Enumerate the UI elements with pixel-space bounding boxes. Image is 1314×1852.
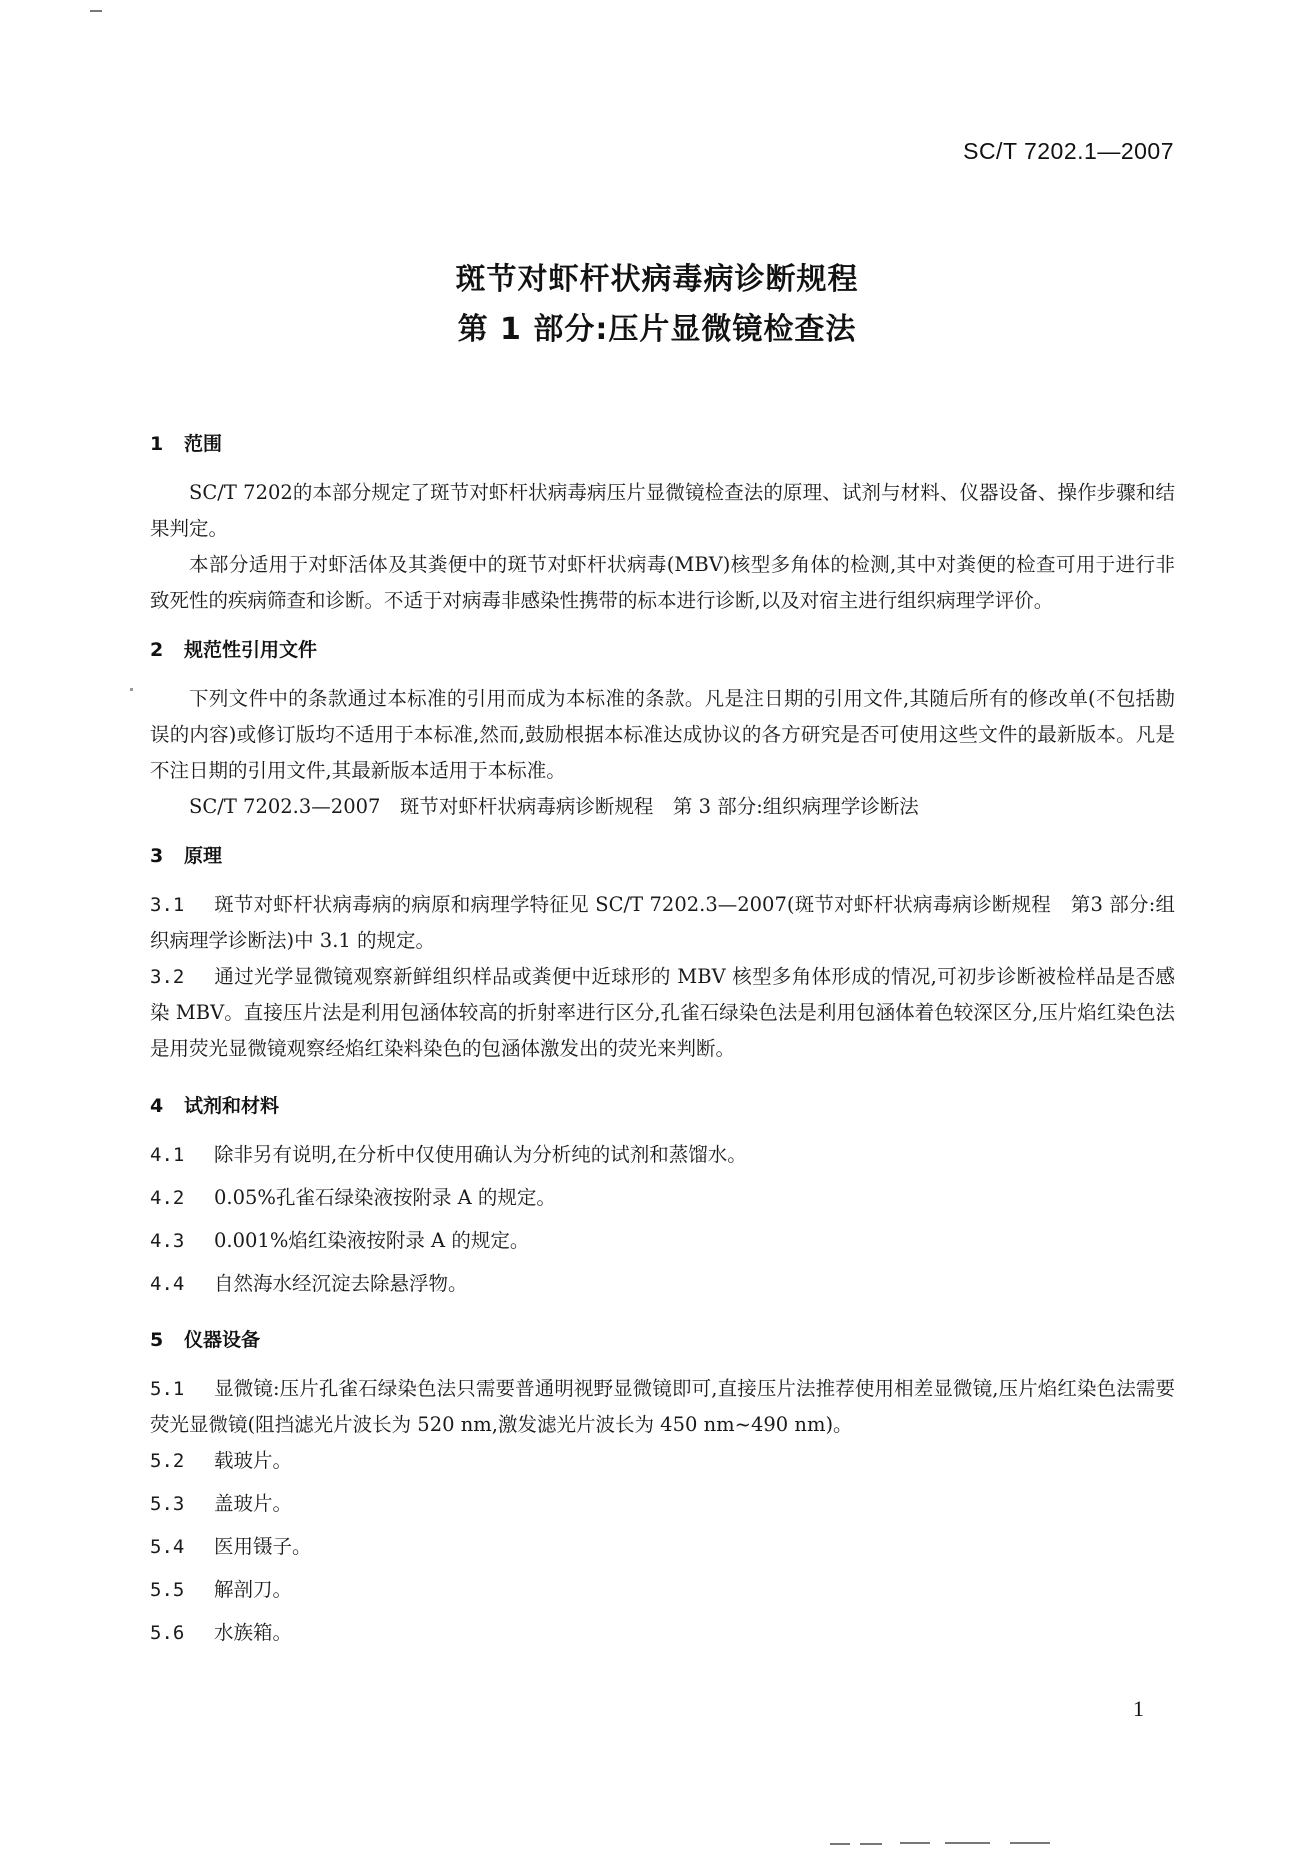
section-number: 5: [150, 1329, 164, 1351]
clause-text: 载玻片。: [214, 1449, 293, 1472]
clause-item: [150, 1180, 1175, 1223]
clause-number: 5.2: [150, 1450, 185, 1472]
clause-number: 4.2: [150, 1187, 185, 1209]
clause-number: 5.3: [150, 1493, 185, 1515]
clause-number: 3.2: [150, 966, 185, 988]
clause-item: [150, 1572, 1175, 1615]
scan-artifact: [900, 1842, 930, 1844]
section-heading: [150, 425, 1175, 463]
section-heading: [150, 1087, 1175, 1125]
clause-number: 5.6: [150, 1622, 185, 1644]
clause-text: 通过光学显微镜观察新鲜组织样品或粪便中近球形的 MBV 核型多角体形成的情况,可初步诊断被检样品是否感染 MBV。直接压片法是利用包涵体较高的折射率进行区分,孔雀石绿染色法是利用包涵体着色较深区分,压片焰红染色法是用荧光显微镜观察经焰红染料染色的包涵体激发出的荧光来判断。: [150, 965, 1175, 1060]
clause-text: 0.05%孔雀石绿染液按附录 A 的规定。: [214, 1186, 556, 1209]
clause-text: 斑节对虾杆状病毒病的病原和病理学特征见 SC/T 7202.3—2007(斑节对虾杆状病毒病诊断规程 第3 部分:组织病理学诊断法)中 3.1 的规定。: [150, 893, 1175, 952]
scan-artifact: [90, 10, 102, 12]
paragraph: 下列文件中的条款通过本标准的引用而成为本标准的条款。凡是注日期的引用文件,其随后所有的修改单(不包括勘误的内容)或修订版均不适用于本标准,然而,鼓励根据本标准达成协议的各方研究是否可使用这些文件的最新版本。凡是不注日期的引用文件,其最新版本适用于本标准。: [150, 687, 1175, 782]
section-title: 规范性引用文件: [184, 639, 318, 661]
clause-item: [150, 1371, 1175, 1443]
section-heading: [150, 837, 1175, 875]
clause-text: 自然海水经沉淀去除悬浮物。: [214, 1272, 468, 1295]
section-title: 范围: [184, 433, 223, 455]
clause-text: 显微镜:压片孔雀石绿染色法只需要普通明视野显微镜即可,直接压片法推荐使用相差显微镜,压片焰红染色法需要荧光显微镜(阻挡滤光片波长为 520 nm,激发滤光片波长为 450 nm~490 nm)。: [150, 1377, 1175, 1436]
section-title: 仪器设备: [184, 1329, 261, 1351]
paragraph: 本部分适用于对虾活体及其粪便中的斑节对虾杆状病毒(MBV)核型多角体的检测,其中对粪便的检查可用于进行非致死性的疾病筛查和诊断。不适于对病毒非感染性携带的标本进行诊断,以及对宿主进行组织病理学评价。: [150, 553, 1175, 612]
clause-number: 4.4: [150, 1273, 185, 1295]
clause-item: [150, 887, 1175, 959]
section-title: 试剂和材料: [184, 1095, 280, 1117]
clause-item: [150, 959, 1175, 1067]
scan-artifact: [860, 1843, 882, 1845]
document-body: [150, 425, 1175, 1658]
section-number: 2: [150, 639, 164, 661]
scan-artifact: [130, 688, 133, 691]
clause-item: [150, 1615, 1175, 1658]
clause-text: 盖玻片。: [214, 1492, 293, 1515]
normative-reference: SC/T 7202.3—2007 斑节对虾杆状病毒病诊断规程 第 3 部分:组织病理学诊断法: [189, 795, 919, 818]
page-number: 1: [1133, 1696, 1144, 1721]
scan-artifact: [830, 1843, 850, 1845]
scan-artifact: [1010, 1842, 1050, 1844]
clause-number: 3.1: [150, 894, 185, 916]
clause-item: [150, 1266, 1175, 1309]
section-title: 原理: [184, 845, 223, 867]
standard-code: SC/T 7202.1—2007: [963, 138, 1174, 164]
section-number: 4: [150, 1095, 164, 1117]
document-title: 斑节对虾杆状病毒病诊断规程: [455, 262, 859, 297]
clause-text: 医用镊子。: [214, 1535, 312, 1558]
clause-text: 除非另有说明,在分析中仅使用确认为分析纯的试剂和蒸馏水。: [214, 1143, 747, 1166]
section-heading: [150, 1321, 1175, 1359]
clause-number: 5.4: [150, 1536, 185, 1558]
paragraph: SC/T 7202的本部分规定了斑节对虾杆状病毒病压片显微镜检查法的原理、试剂与材料、仪器设备、操作步骤和结果判定。: [150, 481, 1175, 540]
clause-text: 0.001%焰红染液按附录 A 的规定。: [214, 1229, 530, 1252]
clause-item: [150, 1529, 1175, 1572]
clause-item: [150, 1486, 1175, 1529]
clause-item: [150, 1137, 1175, 1180]
clause-text: 解剖刀。: [214, 1578, 293, 1601]
clause-text: 水族箱。: [214, 1621, 293, 1644]
clause-number: 5.5: [150, 1579, 185, 1601]
document-subtitle: 第 1 部分:压片显微镜检查法: [457, 312, 857, 347]
section-heading: [150, 631, 1175, 669]
clause-item: [150, 1223, 1175, 1266]
clause-number: 5.1: [150, 1378, 185, 1400]
clause-number: 4.3: [150, 1230, 185, 1252]
clause-number: 4.1: [150, 1144, 185, 1166]
scan-artifact: [945, 1842, 990, 1844]
section-number: 3: [150, 845, 164, 867]
clause-item: [150, 1443, 1175, 1486]
section-number: 1: [150, 433, 164, 455]
